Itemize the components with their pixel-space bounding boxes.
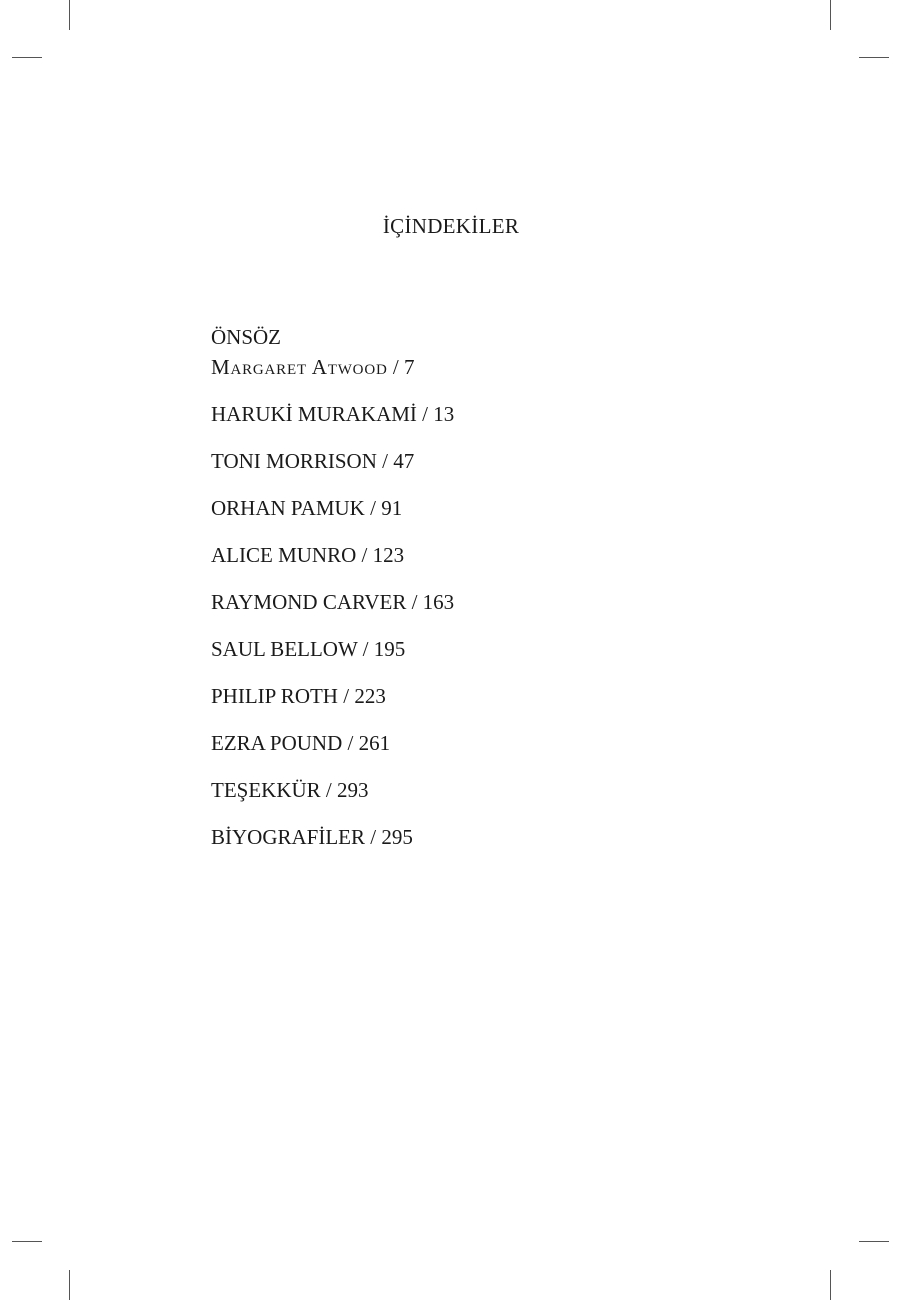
- toc-entry-onsoz[interactable]: [211, 322, 454, 352]
- toc-entry-title: PHILIP ROTH: [211, 684, 338, 708]
- crop-mark: [859, 57, 889, 58]
- crop-mark: [12, 57, 42, 58]
- toc-entry-title: RAYMOND CARVER: [211, 590, 407, 614]
- toc-entry-title: SAUL BELLOW: [211, 637, 358, 661]
- toc-entry-haruki-murakami[interactable]: [211, 399, 454, 429]
- toc-page-number: 295: [381, 825, 413, 849]
- toc-page-number: 293: [337, 778, 369, 802]
- toc-separator: /: [376, 449, 394, 473]
- toc-entry-title: EZRA POUND: [211, 731, 343, 755]
- crop-mark: [830, 0, 831, 30]
- toc-separator: /: [364, 496, 382, 520]
- crop-mark: [830, 1270, 831, 1300]
- toc-page-number: 223: [354, 684, 386, 708]
- toc-entry-philip-roth[interactable]: [211, 681, 454, 711]
- toc-separator: /: [342, 731, 359, 755]
- toc-page-number: 13: [433, 402, 455, 426]
- toc-entry-raymond-carver[interactable]: [211, 587, 454, 617]
- toc-entry-ezra-pound[interactable]: [211, 728, 454, 758]
- toc-entry-title: TEŞEKKÜR: [211, 778, 321, 802]
- toc-entry-margaret-atwood[interactable]: [211, 352, 454, 382]
- crop-mark: [12, 1241, 42, 1242]
- crop-mark: [859, 1241, 889, 1242]
- toc-entry-toni-morrison[interactable]: [211, 446, 454, 476]
- toc-entry-biyografiler[interactable]: [211, 822, 454, 852]
- toc-entry-title: ÖNSÖZ: [211, 325, 282, 349]
- toc-entry-title: ORHAN PAMUK: [211, 496, 365, 520]
- toc-separator: /: [320, 778, 338, 802]
- toc-page-number: 91: [381, 496, 403, 520]
- toc-separator: /: [356, 543, 373, 567]
- page-title: İÇİNDEKİLER: [382, 214, 520, 238]
- toc-separator: /: [387, 355, 404, 379]
- toc-entry-title: HARUKİ MURAKAMİ: [211, 402, 417, 426]
- toc-page-number: 163: [422, 590, 455, 614]
- toc-separator: /: [357, 637, 374, 661]
- toc-entry-title: ALICE MUNRO: [211, 543, 357, 567]
- toc-entry-alice-munro[interactable]: [211, 540, 454, 570]
- crop-mark: [69, 0, 70, 30]
- toc-entry-title: Margaret Atwood: [211, 355, 388, 379]
- toc-separator: /: [337, 684, 355, 708]
- toc-separator: /: [406, 590, 423, 614]
- toc-entry-saul-bellow[interactable]: [211, 634, 454, 664]
- toc-page-number: 7: [403, 355, 415, 379]
- toc-page-number: 195: [373, 637, 406, 661]
- toc-entry-orhan-pamuk[interactable]: [211, 493, 454, 523]
- toc-page-number: 123: [372, 543, 405, 567]
- toc-page-number: 47: [393, 449, 415, 473]
- crop-mark: [69, 1270, 70, 1300]
- toc-separator: /: [365, 825, 382, 849]
- table-of-contents: [211, 322, 454, 852]
- toc-entry-tesekkur[interactable]: [211, 775, 454, 805]
- toc-entry-title: BİYOGRAFİLER: [211, 825, 366, 849]
- toc-entry-title: TONI MORRISON: [211, 449, 377, 473]
- toc-separator: /: [416, 402, 434, 426]
- toc-page-number: 261: [358, 731, 391, 755]
